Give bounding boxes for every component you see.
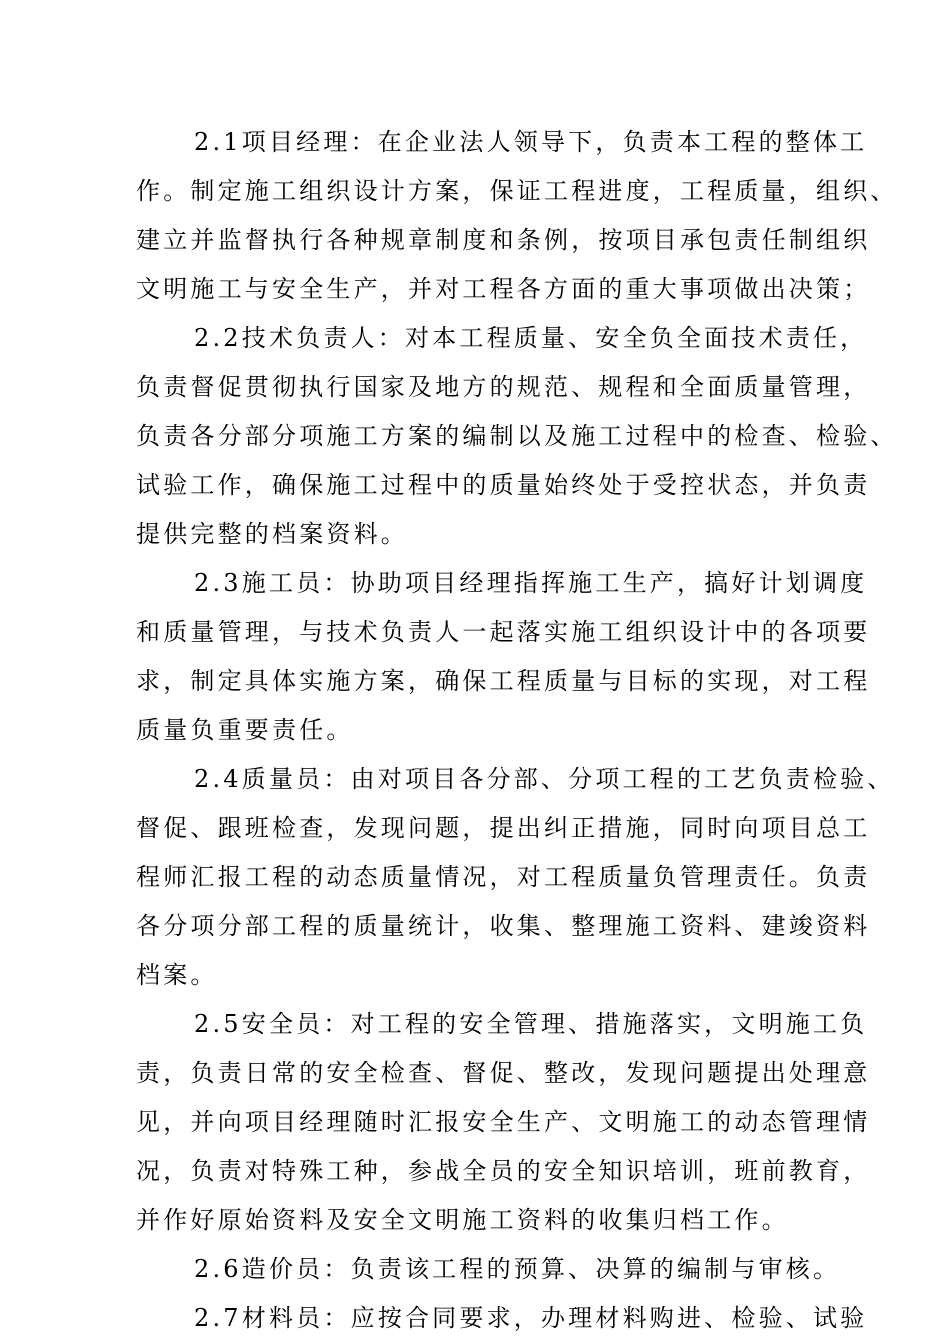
- text-line: 况，负责对特殊工种，参战全员的安全知识培训，班前教育，: [136, 1157, 871, 1185]
- text-line: 程师汇报工程的动态质量情况，对工程质量负管理责任。负责: [136, 863, 871, 891]
- text-line: 建立并监督执行各种规章制度和条例，按项目承包责任制组织: [136, 226, 871, 254]
- text-line: 求，制定具体实施方案，确保工程质量与目标的实现，对工程: [136, 667, 871, 695]
- paragraph-materials-officer: [136, 1294, 868, 1343]
- text-line: 2.7材料员：应按合同要求，办理材料购进、检验、试验: [194, 1304, 868, 1332]
- text-line: 2.1项目经理：在企业法人领导下，负责本工程的整体工: [194, 128, 868, 156]
- document-body: [136, 118, 898, 1343]
- paragraph-technical-lead: [136, 314, 898, 559]
- text-line: 负责各分部分项施工方案的编制以及施工过程中的检查、检验、: [136, 422, 898, 450]
- paragraph-safety-officer: [136, 1000, 871, 1245]
- text-line: 2.3施工员：协助项目经理指挥施工生产，搞好计划调度: [194, 569, 868, 597]
- text-line: 责，负责日常的安全检查、督促、整改，发现问题提出处理意: [136, 1059, 871, 1087]
- paragraph-construction-officer: [136, 559, 871, 755]
- text-line: 质量负重要责任。: [136, 716, 354, 744]
- text-line: 2.6造价员：负责该工程的预算、决算的编制与审核。: [194, 1255, 841, 1283]
- text-line: 档案。: [136, 961, 218, 989]
- paragraph-quality-officer: [136, 755, 895, 1000]
- text-line: 负责督促贯彻执行国家及地方的规范、规程和全面质量管理，: [136, 373, 871, 401]
- text-line: 作。制定施工组织设计方案，保证工程进度，工程质量，组织、: [136, 177, 898, 205]
- text-line: 试验工作，确保施工过程中的质量始终处于受控状态，并负责: [136, 471, 871, 499]
- text-line: 督促、跟班检查，发现问题，提出纠正措施，同时向项目总工: [136, 814, 871, 842]
- text-line: 2.5安全员：对工程的安全管理、措施落实，文明施工负: [194, 1010, 868, 1038]
- paragraph-cost-officer: [136, 1245, 844, 1294]
- text-line: 2.2技术负责人：对本工程质量、安全负全面技术责任，: [194, 324, 868, 352]
- text-line: 并作好原始资料及安全文明施工资料的收集归档工作。: [136, 1206, 789, 1234]
- text-line: 和质量管理，与技术负责人一起落实施工组织设计中的各项要: [136, 618, 871, 646]
- paragraph-project-manager: [136, 118, 898, 314]
- text-line: 文明施工与安全生产，并对工程各方面的重大事项做出决策；: [136, 275, 871, 303]
- text-line: 见，并向项目经理随时汇报安全生产、文明施工的动态管理情: [136, 1108, 871, 1136]
- text-line: 提供完整的档案资料。: [136, 520, 408, 548]
- text-line: 2.4质量员：由对项目各分部、分项工程的工艺负责检验、: [194, 765, 895, 793]
- text-line: 各分项分部工程的质量统计，收集、整理施工资料、建竣资料: [136, 912, 871, 940]
